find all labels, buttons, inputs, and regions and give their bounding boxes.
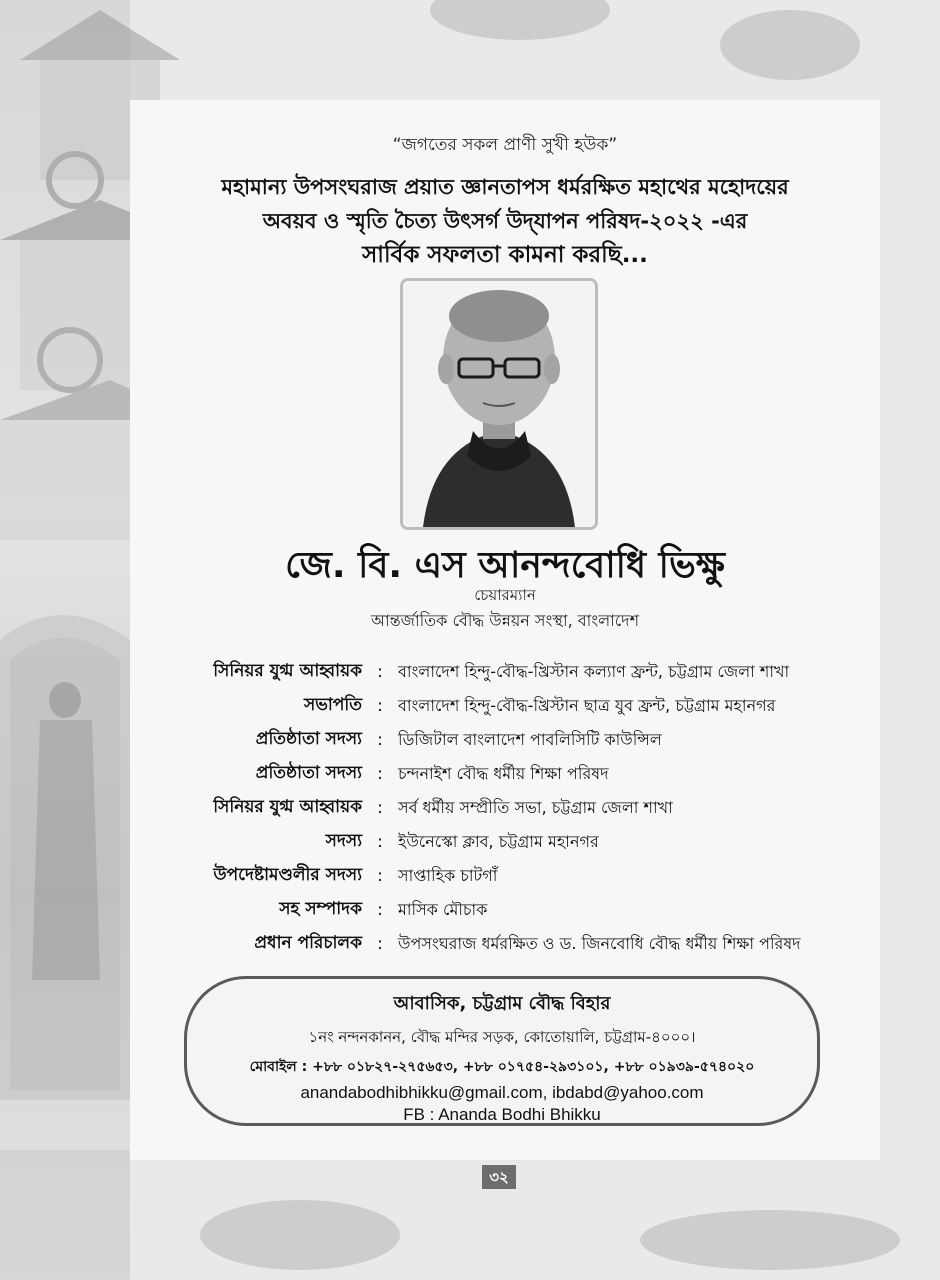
position-value: বাংলাদেশ হিন্দু-বৌদ্ধ-খ্রিস্টান কল্যাণ ফ্রন্ট, চট্টগ্রাম জেলা শাখা xyxy=(398,661,790,681)
position-row xyxy=(140,655,870,689)
ink-splash xyxy=(640,1210,900,1270)
person-organization: আন্তর্জাতিক বৌদ্ধ উন্নয়ন সংস্থা, বাংলাদেশ xyxy=(370,611,640,630)
position-value: চন্দনাইশ বৌদ্ধ ধর্মীয় শিক্ষা পরিষদ xyxy=(398,763,609,783)
position-label: সদস্য xyxy=(325,831,362,851)
position-separator: : xyxy=(377,934,383,954)
position-row xyxy=(140,825,870,859)
position-label: সহ সম্পাদক xyxy=(279,899,362,919)
position-separator: : xyxy=(377,730,383,750)
position-label: প্রধান পরিচালক xyxy=(254,933,362,953)
position-separator: : xyxy=(377,798,383,818)
position-row xyxy=(140,859,870,893)
portrait-photo xyxy=(400,278,598,530)
position-label: প্রতিষ্ঠাতা সদস্য xyxy=(255,763,362,783)
address-phones: মোবাইল : +৮৮ ০১৮২৭-২৭৫৬৫৩, +৮৮ ০১৭৫৪-২৯৩১০১, +৮৮ ০১৯৩৯-৫৭৪০২০ xyxy=(249,1059,755,1075)
position-row xyxy=(140,689,870,723)
ink-splash xyxy=(430,0,610,40)
position-separator: : xyxy=(377,764,383,784)
position-label: সভাপতি xyxy=(304,695,362,715)
position-separator: : xyxy=(377,832,383,852)
position-value: সাপ্তাহিক চাটগাঁ xyxy=(398,865,498,885)
portrait-illustration xyxy=(403,281,595,527)
quote-line: “জগতের সকল প্রাণী সুখী হউক” xyxy=(392,135,618,155)
ink-splash xyxy=(200,1200,400,1270)
position-row xyxy=(140,723,870,757)
position-value: উপসংঘরাজ ধর্মরক্ষিত ও ড. জিনবোধি বৌদ্ধ ধর্মীয় শিক্ষা পরিষদ xyxy=(398,933,801,953)
ink-splash xyxy=(720,10,860,80)
position-row xyxy=(140,893,870,927)
position-separator: : xyxy=(377,900,383,920)
position-value: ইউনেস্কো ক্লাব, চট্টগ্রাম মহানগর xyxy=(398,831,599,851)
position-value: সর্ব ধর্মীয় সম্প্রীতি সভা, চট্টগ্রাম জেলা শাখা xyxy=(398,797,673,817)
address-facebook[interactable]: FB : Ananda Bodhi Bhikku xyxy=(403,1105,601,1124)
position-value: মাসিক মৌচাক xyxy=(398,899,488,919)
contact-address-box xyxy=(184,976,820,1126)
position-value: ডিজিটাল বাংলাদেশ পাবলিসিটি কাউন্সিল xyxy=(398,729,662,749)
position-label: প্রতিষ্ঠাতা সদস্য xyxy=(255,729,362,749)
position-separator: : xyxy=(377,696,383,716)
address-emails[interactable]: anandabodhibhikku@gmail.com, ibdabd@yahoo.com xyxy=(300,1083,704,1102)
position-separator: : xyxy=(377,866,383,886)
heading-line-2: অবয়ব ও স্মৃতি চৈত্য উৎসর্গ উদ্‌যাপন পরিষদ-২০২২ -এর xyxy=(262,209,748,233)
heading-line-1: মহামান্য উপসংঘরাজ প্রয়াত জ্ঞানতাপস ধর্মরক্ষিত মহাথের মহোদয়ের xyxy=(221,175,789,199)
position-label: সিনিয়র যুগ্ম আহ্বায়ক xyxy=(213,661,362,681)
position-label: সিনিয়র যুগ্ম আহ্বায়ক xyxy=(213,797,362,817)
address-title: আবাসিক, চট্টগ্রাম বৌদ্ধ বিহার xyxy=(393,993,611,1014)
position-row xyxy=(140,927,870,961)
page-number: ৩২ xyxy=(482,1165,516,1189)
position-value: বাংলাদেশ হিন্দু-বৌদ্ধ-খ্রিস্টান ছাত্র যুব ফ্রন্ট, চট্টগ্রাম মহানগর xyxy=(398,695,776,715)
position-label: উপদেষ্টামণ্ডলীর সদস্য xyxy=(213,865,362,885)
address-street: ১নং নন্দনকানন, বৌদ্ধ মন্দির সড়ক, কোতোয়ালি, চট্টগ্রাম-৪০০০। xyxy=(308,1028,696,1046)
position-row xyxy=(140,757,870,791)
person-name: জে. বি. এস আনন্দবোধি ভিক্ষু xyxy=(285,545,725,586)
position-separator: : xyxy=(377,662,383,682)
positions-table xyxy=(140,655,870,961)
position-row xyxy=(140,791,870,825)
person-role: চেয়ারম্যান xyxy=(474,586,536,604)
heading-line-3: সার্বিক সফলতা কামনা করছি... xyxy=(362,242,648,268)
